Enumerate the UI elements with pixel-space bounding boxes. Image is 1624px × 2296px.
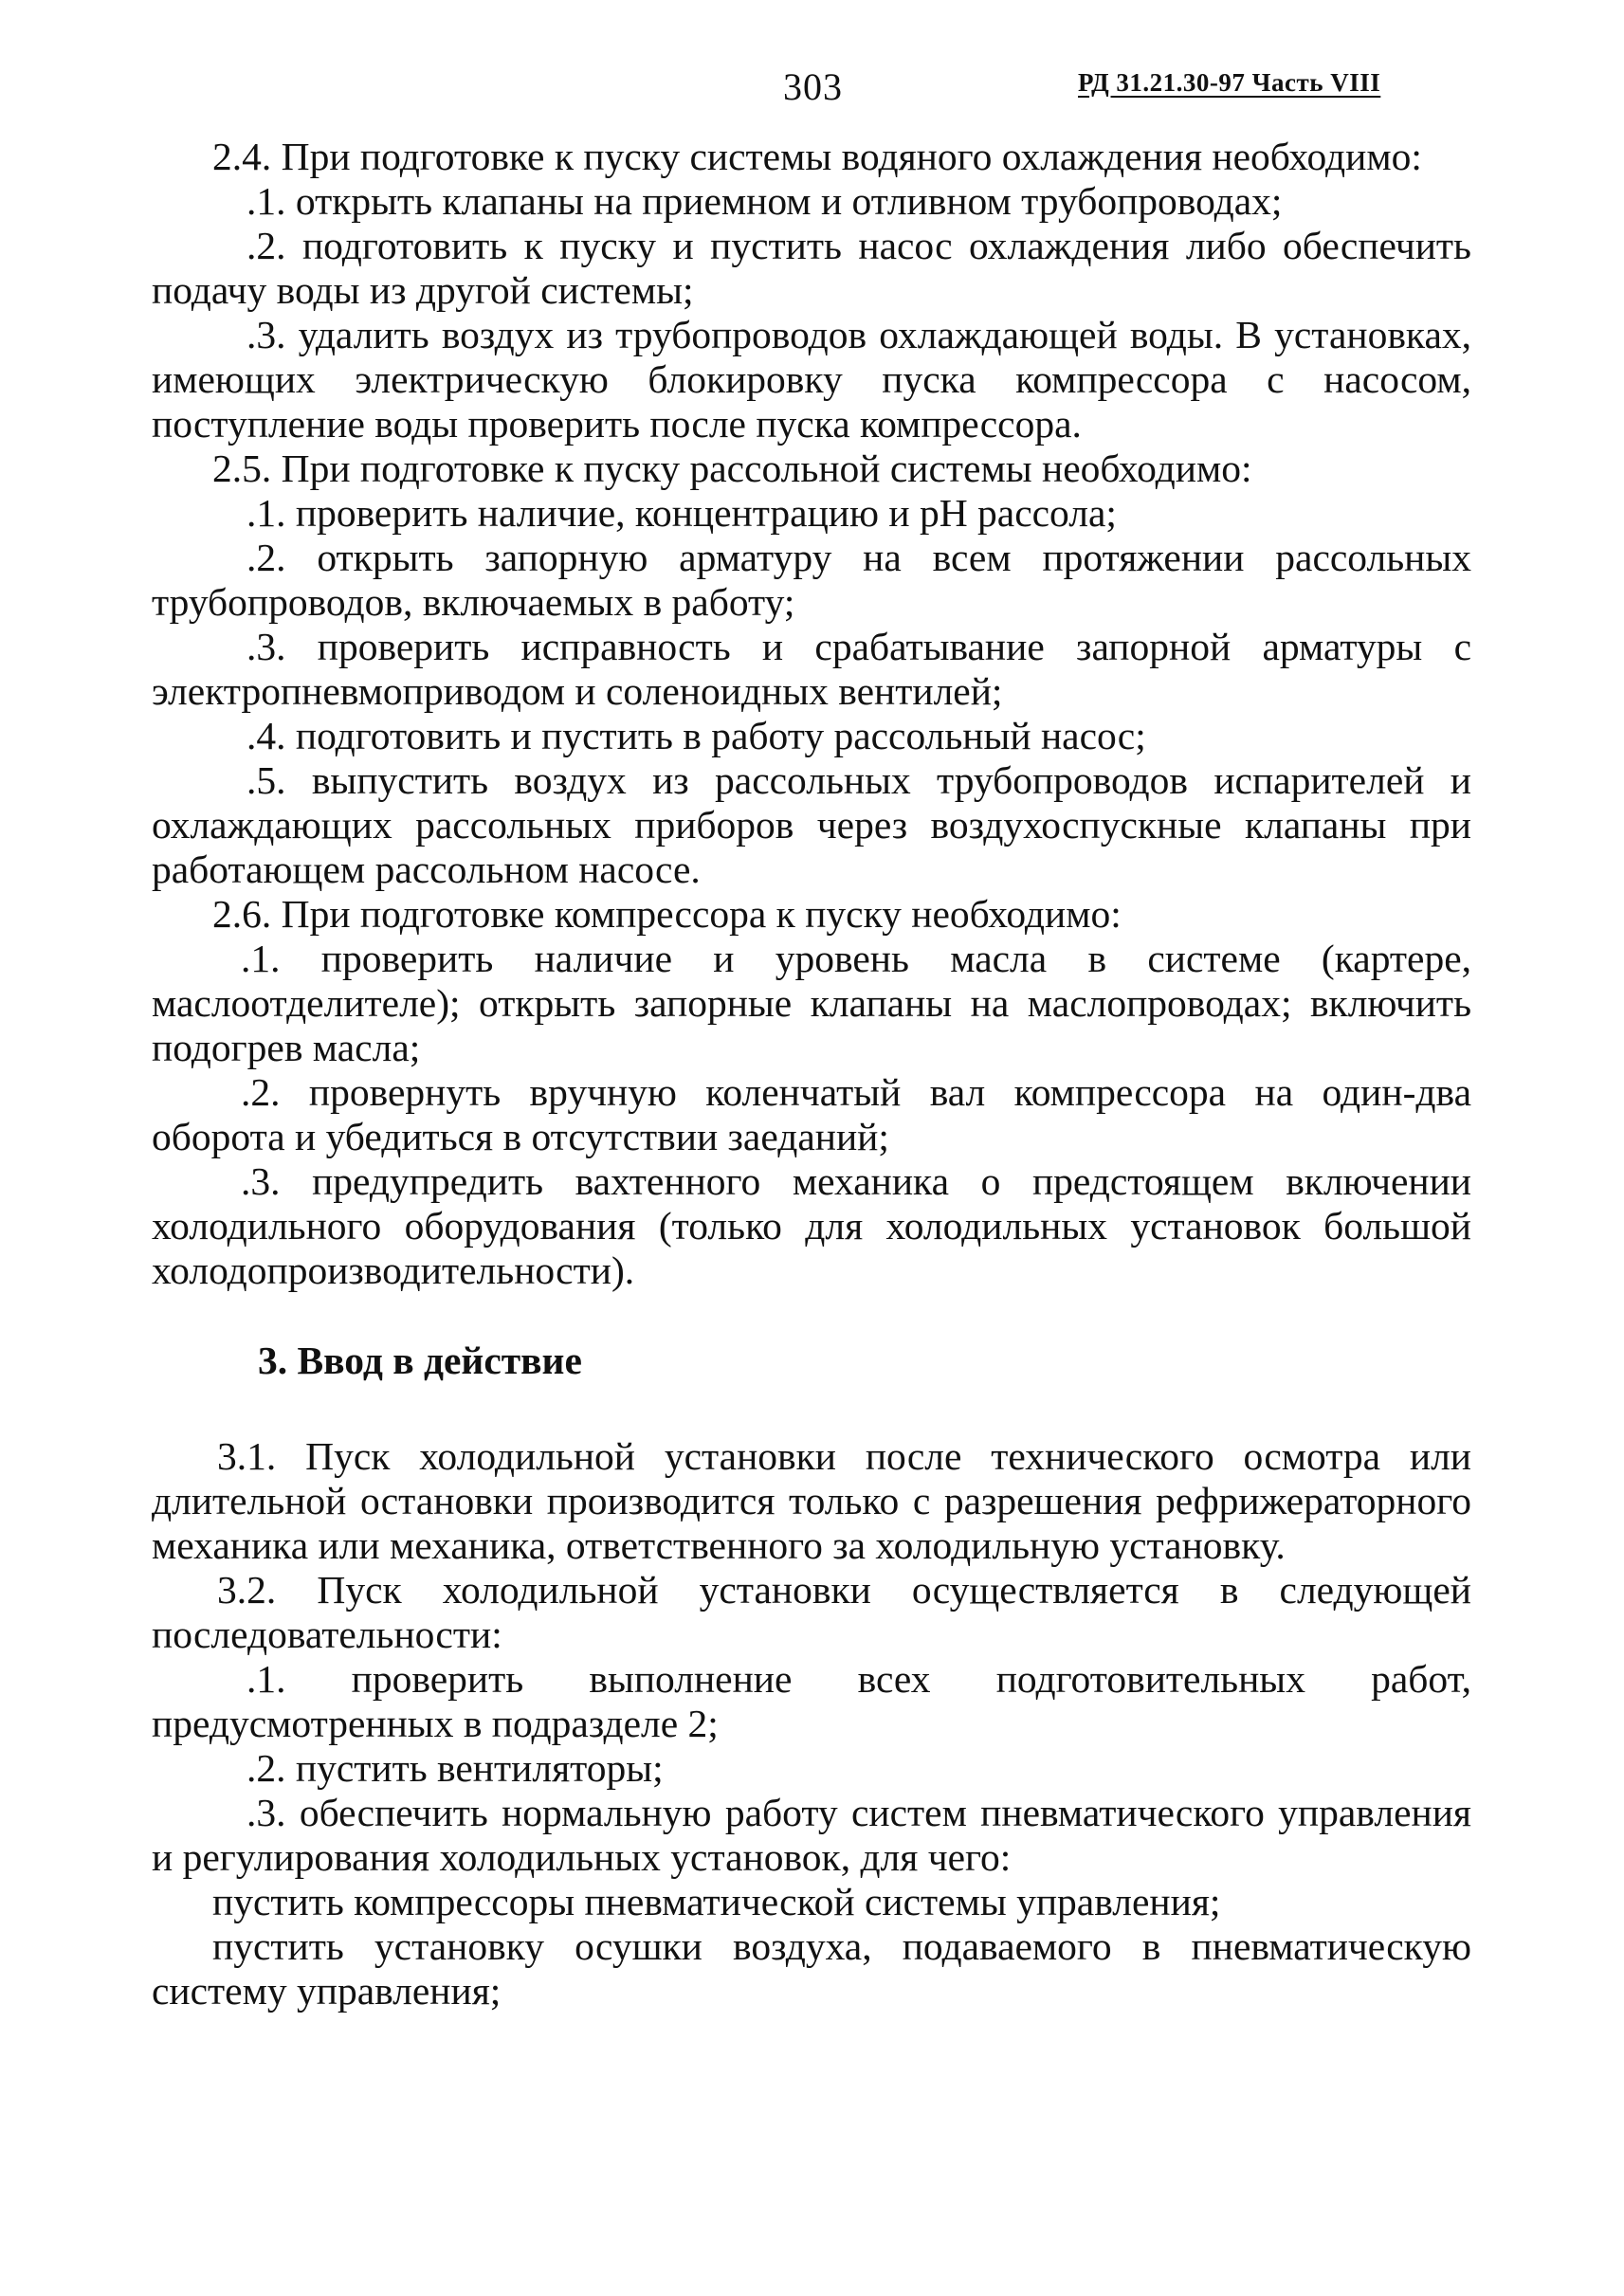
paragraph-3-2-sub-item-1: пустить компрессоры пневматической системы управления; bbox=[212, 1880, 1221, 1923]
document-reference: РД 31.21.30-97 Часть VIII bbox=[1078, 68, 1381, 97]
paragraph-2-5-item-2: .2. открыть запорную арматуру на всем протяжении рассольных трубопроводов, включаемых в работу; bbox=[152, 536, 1471, 624]
paragraph-2-6-intro: 2.6. При подготовке компрессора к пуску необходимо: bbox=[212, 892, 1122, 936]
paragraph-3-2-item-3: .3. обеспечить нормальную работу систем пневматического управления и регулирования холодильных установок, для чего: bbox=[152, 1791, 1471, 1879]
section-3-heading: 3. Ввод в действие bbox=[258, 1339, 582, 1382]
paragraph-2-5-item-1: .1. проверить наличие, концентрацию и pH рассола; bbox=[246, 491, 1117, 535]
document-body bbox=[152, 135, 1471, 2014]
paragraph-2-6-item-1: .1. проверить наличие и уровень масла в системе (картере, маслоотделителе); открыть запорные клапаны на маслопроводах; включить подогрев масла; bbox=[152, 937, 1471, 1069]
paragraph-3-2-sub-item-2: пустить установку осушки воздуха, подаваемого в пневматическую систему управления; bbox=[152, 1924, 1471, 2013]
paragraph-3-1: 3.1. Пуск холодильной установки после технического осмотра или длительной остановки производится только с разрешения рефрижераторного механика или механика, ответственного за холодильную установку. bbox=[152, 1434, 1471, 1567]
page-number: 303 bbox=[783, 65, 843, 108]
paragraph-2-4-intro: 2.4. При подготовке к пуску системы водяного охлаждения необходимо: bbox=[212, 135, 1422, 178]
paragraph-2-5-item-5: .5. выпустить воздух из рассольных трубопроводов испарителей и охлаждающих рассольных приборов через воздухоспускные клапаны при работающем рассольном насосе. bbox=[152, 758, 1471, 891]
paragraph-2-5-item-4: .4. подготовить и пустить в работу рассольный насос; bbox=[246, 714, 1146, 757]
paragraph-2-5-intro: 2.5. При подготовке к пуску рассольной системы необходимо: bbox=[212, 446, 1252, 490]
paragraph-3-2-item-1: .1. проверить выполнение всех подготовительных работ, предусмотренных в подразделе 2; bbox=[152, 1657, 1471, 1745]
paragraph-2-5-item-3: .3. проверить исправность и срабатывание запорной арматуры с электропневмоприводом и соленоидных вентилей; bbox=[152, 625, 1471, 713]
paragraph-2-6-item-2: .2. провернуть вручную коленчатый вал компрессора на один-два оборота и убедиться в отсутствии заеданий; bbox=[152, 1070, 1471, 1158]
paragraph-2-4-item-1: .1. открыть клапаны на приемном и отливном трубопроводах; bbox=[246, 179, 1283, 223]
paragraph-3-2-item-2: .2. пустить вентиляторы; bbox=[246, 1746, 664, 1790]
paragraph-3-2-intro: 3.2. Пуск холодильной установки осуществляется в следующей последовательности: bbox=[152, 1568, 1471, 1656]
paragraph-2-6-item-3: .3. предупредить вахтенного механика о предстоящем включении холодильного оборудования (только для холодильных установок большой холодопроизводительности). bbox=[152, 1159, 1471, 1292]
paragraph-2-4-item-2: .2. подготовить к пуску и пустить насос охлаждения либо обеспечить подачу воды из другой системы; bbox=[152, 224, 1471, 312]
paragraph-2-4-item-3: .3. удалить воздух из трубопроводов охлаждающей воды. В установках, имеющих электрическую блокировку пуска компрессора с насосом, поступление воды проверить после пуска компрессора. bbox=[152, 313, 1471, 446]
